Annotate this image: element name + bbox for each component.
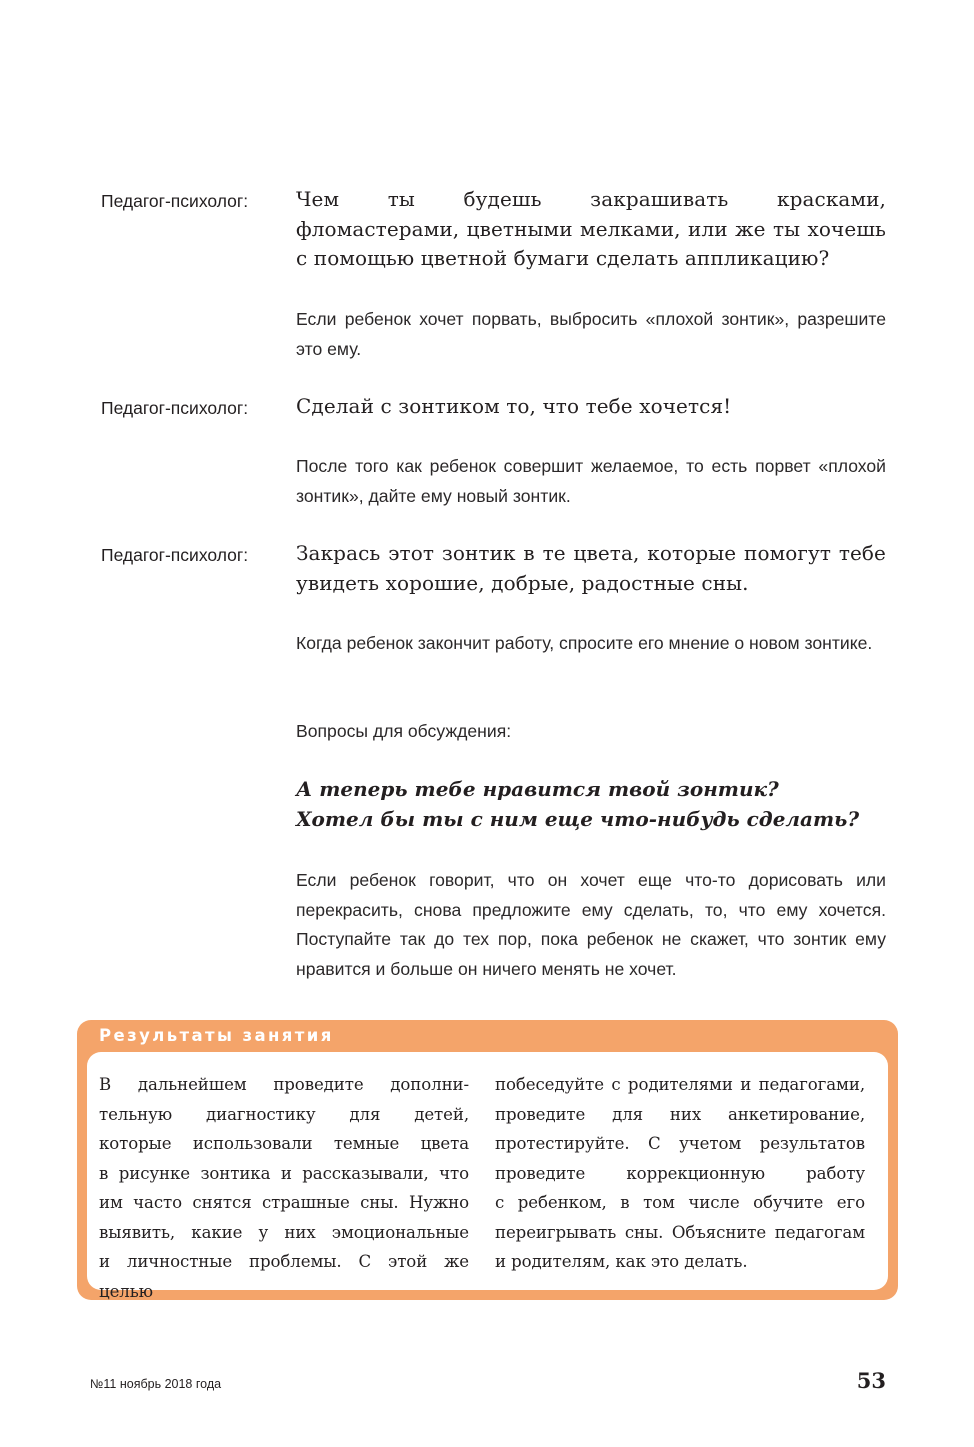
results-line: с ребенком, в том числе обучите его [495,1193,865,1212]
results-body [87,1052,888,1301]
discussion-question: А теперь тебе нравится твой зонтик? [296,777,779,801]
results-line: которые использовали темные цвета [99,1134,469,1153]
results-line: в рисунке зонтика и рассказывали, что [99,1163,469,1183]
discussion-heading: Вопросы для обсуждения: [296,721,512,741]
results-line: В дальнейшем проведите дополни- [99,1075,469,1094]
results-line: переигрывать сны. Объясните педагогам [495,1222,865,1242]
speaker-line: Чем ты будешь закрашивать красками, фломастерами, цветными мелками, или же ты хочешь с помощью цветной бумаги сделать аппликацию? [296,187,886,270]
page-number: 53 [856,1368,886,1393]
results-line: и личностные проблемы. С этой же целью [99,1252,469,1301]
results-panel [77,1020,898,1300]
closing-note: Если ребенок говорит, что он хочет еще что-то дорисовать или перекрасить, снова предложите ему сделать, то, что ему хочется. Поступайте так до тех пор, пока ребенок не скажет, что зонтик ему нравится и больше он ничего менять не хочет. [296,870,886,979]
results-line: побеседуйте с родителями и педагогами, [495,1075,865,1094]
results-line: протестируйте. С учетом результатов [495,1134,865,1153]
discussion-questions [296,775,886,834]
speaker-label: Педагог-психолог: [101,545,249,565]
speaker-label: Педагог-психолог: [101,398,249,418]
results-column-right [495,1070,865,1277]
results-line: проведите для них анкетирование, [495,1104,865,1124]
speaker-line: Сделай с зонтиком то, что тебе хочется! [296,394,732,418]
speaker-label: Педагог-психолог: [101,191,249,211]
instruction-note: Когда ребенок закончит работу, спросите его мнение о новом зонтике. [296,633,873,653]
issue-info: №11 ноябрь 2018 года [90,1377,222,1391]
results-title: Результаты занятия [99,1026,334,1045]
results-line: и родителям, как это делать. [495,1252,748,1271]
speaker-line: Закрась этот зонтик в те цвета, которые помогут тебе увидеть хорошие, добрые, радостные сны. [296,541,886,595]
discussion-question: Хотел бы ты с ним еще что-нибудь сделать? [296,806,860,831]
instruction-note: После того как ребенок совершит желаемое, то есть порвет «плохой зонтик», дайте ему новый зонтик. [296,456,886,506]
results-column-left [99,1070,469,1306]
results-line: выявить, какие у них эмоциональные [99,1222,469,1242]
instruction-note: Если ребенок хочет порвать, выбросить «плохой зонтик», разрешите это ему. [296,309,886,359]
results-line: проведите коррекционную работу [495,1163,865,1183]
results-line: тельную диагностику для детей, [99,1104,469,1124]
results-line: им часто снятся страшные сны. Нужно [99,1193,469,1212]
